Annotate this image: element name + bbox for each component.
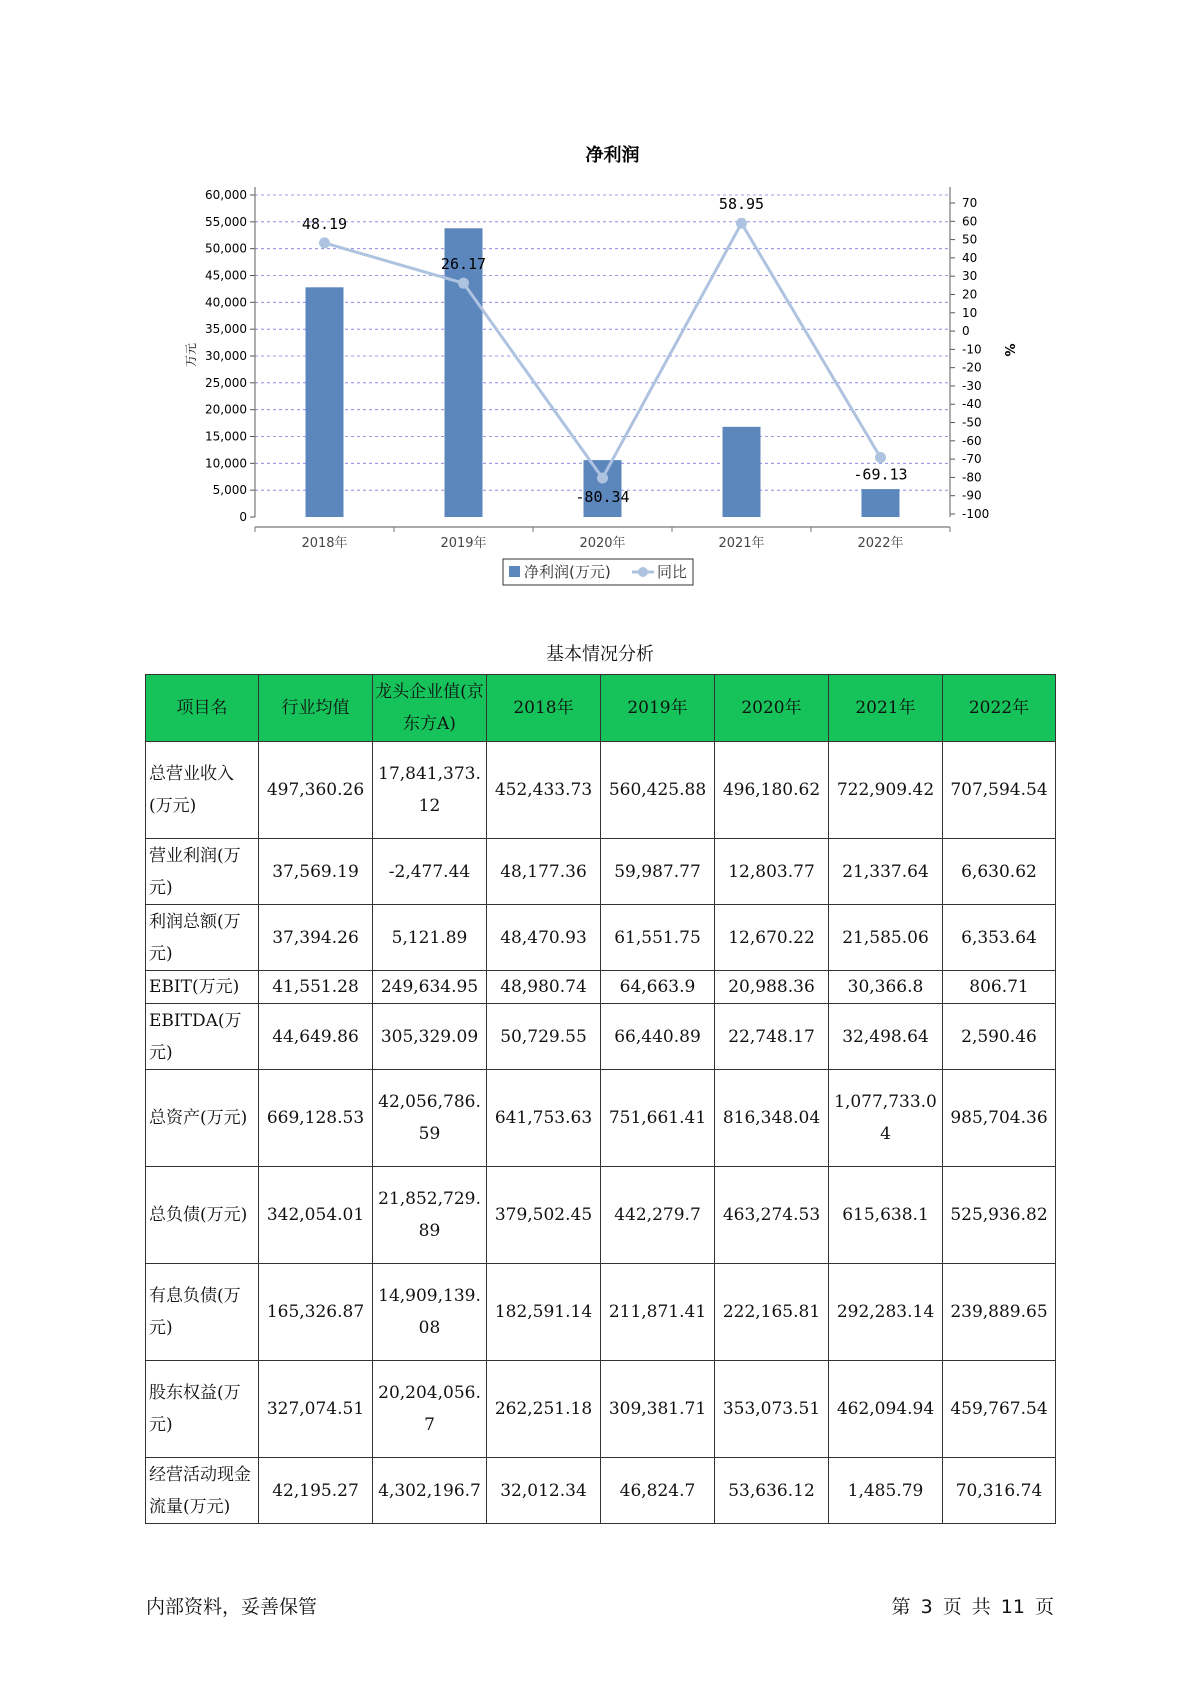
- yoy-point: [875, 452, 886, 463]
- footer-page-number: 第 3 页 共 11 页: [891, 1596, 1054, 1618]
- value-cell: 46,824.7: [601, 1458, 715, 1524]
- value-cell: 1,485.79: [829, 1458, 943, 1524]
- left-axis-tick-label: 5,000: [212, 483, 247, 498]
- table-row: [146, 1264, 1056, 1361]
- value-cell: 14,909,139.08: [373, 1264, 487, 1361]
- value-cell: 30,366.8: [829, 971, 943, 1004]
- right-axis-tick-label: 70: [962, 196, 978, 210]
- table-row: [146, 905, 1056, 971]
- value-cell: 342,054.01: [259, 1167, 373, 1264]
- right-axis-tick-label: 10: [962, 305, 978, 320]
- value-cell: 560,425.88: [601, 742, 715, 839]
- row-label-cell: EBITDA(万元): [146, 1004, 259, 1070]
- right-axis-tick-label: 40: [962, 250, 978, 265]
- value-cell: 21,337.64: [829, 839, 943, 905]
- table-row: [146, 1361, 1056, 1458]
- value-cell: 41,551.28: [259, 971, 373, 1004]
- left-axis-tick-label: 35,000: [205, 322, 247, 337]
- value-cell: 17,841,373.12: [373, 742, 487, 839]
- yoy-data-label: -69.13: [853, 465, 908, 484]
- header-cell: 行业均值: [259, 675, 373, 742]
- right-axis-tick-label: -90: [962, 488, 982, 503]
- value-cell: 42,195.27: [259, 1458, 373, 1524]
- value-cell: 442,279.7: [601, 1167, 715, 1264]
- left-axis-tick-label: 40,000: [205, 295, 247, 310]
- value-cell: 70,316.74: [943, 1458, 1056, 1524]
- net-profit-chart: [0, 0, 1191, 620]
- yoy-line: [325, 223, 881, 478]
- value-cell: 496,180.62: [715, 742, 829, 839]
- header-cell: 2021年: [829, 675, 943, 742]
- value-cell: 20,204,056.7: [373, 1361, 487, 1458]
- value-cell: 12,803.77: [715, 839, 829, 905]
- value-cell: 48,177.36: [487, 839, 601, 905]
- table-row: [146, 742, 1056, 839]
- value-cell: 32,498.64: [829, 1004, 943, 1070]
- value-cell: 64,663.9: [601, 971, 715, 1004]
- value-cell: 452,433.73: [487, 742, 601, 839]
- left-axis-title: 万元: [184, 342, 198, 368]
- right-axis-tick-label: -60: [962, 433, 982, 448]
- value-cell: 12,670.22: [715, 905, 829, 971]
- left-axis-tick-label: 0: [239, 510, 247, 524]
- value-cell: 463,274.53: [715, 1167, 829, 1264]
- value-cell: 44,649.86: [259, 1004, 373, 1070]
- right-axis-tick-label: 50: [962, 232, 978, 247]
- value-cell: 22,748.17: [715, 1004, 829, 1070]
- value-cell: 353,073.51: [715, 1361, 829, 1458]
- value-cell: 4,302,196.7: [373, 1458, 487, 1524]
- value-cell: -2,477.44: [373, 839, 487, 905]
- legend-line-label: 同比: [657, 563, 688, 581]
- right-axis-tick-label: -30: [962, 378, 982, 393]
- value-cell: 327,074.51: [259, 1361, 373, 1458]
- right-axis-tick-label: -50: [962, 415, 982, 430]
- value-cell: 5,121.89: [373, 905, 487, 971]
- value-cell: 50,729.55: [487, 1004, 601, 1070]
- legend-bar-swatch: [509, 566, 520, 577]
- value-cell: 20,988.36: [715, 971, 829, 1004]
- value-cell: 42,056,786.59: [373, 1070, 487, 1167]
- footer-confidential-note: 内部资料，妥善保管: [146, 1596, 318, 1618]
- table-row: [146, 971, 1056, 1004]
- right-axis-tick-label: -80: [962, 470, 982, 485]
- legend-bar-label: 净利润(万元): [524, 563, 611, 581]
- table-row: [146, 1070, 1056, 1167]
- x-axis-tick-label: 2021年: [718, 536, 765, 551]
- table-row: [146, 1167, 1056, 1264]
- value-cell: 459,767.54: [943, 1361, 1056, 1458]
- value-cell: 497,360.26: [259, 742, 373, 839]
- right-axis-title: %: [1001, 343, 1016, 357]
- value-cell: 462,094.94: [829, 1361, 943, 1458]
- yoy-point: [458, 278, 469, 289]
- value-cell: 21,852,729.89: [373, 1167, 487, 1264]
- x-axis-tick-label: 2019年: [440, 536, 487, 551]
- value-cell: 292,283.14: [829, 1264, 943, 1361]
- right-axis-tick-label: -40: [962, 397, 982, 412]
- legend-line-marker: [638, 567, 648, 577]
- left-axis-tick-label: 30,000: [205, 349, 247, 363]
- yoy-point: [597, 473, 608, 484]
- value-cell: 816,348.04: [715, 1070, 829, 1167]
- value-cell: 722,909.42: [829, 742, 943, 839]
- yoy-data-label: 26.17: [440, 255, 487, 274]
- table-row: [146, 1458, 1056, 1524]
- value-cell: 525,936.82: [943, 1167, 1056, 1264]
- value-cell: 165,326.87: [259, 1264, 373, 1361]
- value-cell: 2,590.46: [943, 1004, 1056, 1070]
- right-axis-tick-label: -20: [962, 360, 982, 375]
- header-cell: 2018年: [487, 675, 601, 742]
- x-axis-tick-label: 2020年: [579, 536, 626, 551]
- right-axis-tick-label: -70: [962, 452, 982, 467]
- left-axis-tick-label: 15,000: [205, 429, 247, 444]
- right-axis-tick-label: 60: [962, 214, 978, 229]
- value-cell: 61,551.75: [601, 905, 715, 971]
- value-cell: 751,661.41: [601, 1070, 715, 1167]
- value-cell: 669,128.53: [259, 1070, 373, 1167]
- value-cell: 6,630.62: [943, 839, 1056, 905]
- value-cell: 21,585.06: [829, 905, 943, 971]
- value-cell: 6,353.64: [943, 905, 1056, 971]
- yoy-data-label: -80.34: [575, 488, 630, 507]
- left-axis-tick-label: 55,000: [205, 214, 247, 229]
- row-label-cell: 股东权益(万元): [146, 1361, 259, 1458]
- value-cell: 66,440.89: [601, 1004, 715, 1070]
- chart-canvas: [0, 0, 1191, 620]
- value-cell: 262,251.18: [487, 1361, 601, 1458]
- net-profit-bar: [723, 427, 761, 517]
- x-axis-tick-label: 2018年: [301, 536, 348, 551]
- value-cell: 59,987.77: [601, 839, 715, 905]
- row-label-cell: 营业利润(万元): [146, 839, 259, 905]
- value-cell: 309,381.71: [601, 1361, 715, 1458]
- value-cell: 707,594.54: [943, 742, 1056, 839]
- table-row: [146, 839, 1056, 905]
- header-cell: 2020年: [715, 675, 829, 742]
- net-profit-bar: [306, 287, 344, 517]
- right-axis-tick-label: -10: [962, 342, 982, 357]
- yoy-data-label: 48.19: [301, 214, 348, 233]
- value-cell: 53,636.12: [715, 1458, 829, 1524]
- value-cell: 211,871.41: [601, 1264, 715, 1361]
- header-cell: 龙头企业值(京东方A): [373, 675, 487, 742]
- value-cell: 48,470.93: [487, 905, 601, 971]
- value-cell: 806.71: [943, 971, 1056, 1004]
- header-cell: 项目名: [146, 675, 259, 742]
- value-cell: 985,704.36: [943, 1070, 1056, 1167]
- value-cell: 32,012.34: [487, 1458, 601, 1524]
- left-axis-tick-label: 50,000: [205, 241, 247, 256]
- left-axis-tick-label: 25,000: [205, 375, 247, 390]
- row-label-cell: 有息负债(万元): [146, 1264, 259, 1361]
- chart-title: 净利润: [585, 145, 640, 166]
- right-axis-tick-label: 30: [962, 269, 978, 284]
- basic-analysis-table: [145, 674, 1056, 1524]
- right-axis-tick-label: -100: [962, 507, 990, 521]
- header-cell: 2019年: [601, 675, 715, 742]
- value-cell: 641,753.63: [487, 1070, 601, 1167]
- value-cell: 37,394.26: [259, 905, 373, 971]
- table-row: [146, 1004, 1056, 1070]
- value-cell: 379,502.45: [487, 1167, 601, 1264]
- right-axis-tick-label: 0: [962, 324, 970, 339]
- row-label-cell: 经营活动现金流量(万元): [146, 1458, 259, 1524]
- right-axis-tick-label: 20: [962, 287, 978, 302]
- value-cell: 37,569.19: [259, 839, 373, 905]
- x-axis-tick-label: 2022年: [857, 536, 904, 551]
- table-caption: 基本情况分析: [546, 644, 654, 665]
- header-cell: 2022年: [943, 675, 1056, 742]
- left-axis-tick-label: 10,000: [205, 456, 247, 471]
- value-cell: 222,165.81: [715, 1264, 829, 1361]
- row-label-cell: 总负债(万元): [146, 1167, 259, 1264]
- left-axis-tick-label: 20,000: [205, 402, 247, 417]
- value-cell: 615,638.1: [829, 1167, 943, 1264]
- left-axis-tick-label: 60,000: [205, 188, 247, 202]
- table-header-row: [146, 675, 1056, 742]
- value-cell: 182,591.14: [487, 1264, 601, 1361]
- row-label-cell: 总资产(万元): [146, 1070, 259, 1167]
- row-label-cell: 利润总额(万元): [146, 905, 259, 971]
- value-cell: 239,889.65: [943, 1264, 1056, 1361]
- value-cell: 305,329.09: [373, 1004, 487, 1070]
- yoy-data-label: 58.95: [718, 195, 765, 214]
- yoy-point: [736, 218, 747, 229]
- table-body: [146, 742, 1056, 1524]
- net-profit-bar: [862, 489, 900, 517]
- row-label-cell: EBIT(万元): [146, 971, 259, 1004]
- value-cell: 249,634.95: [373, 971, 487, 1004]
- yoy-point: [319, 237, 330, 248]
- left-axis-tick-label: 45,000: [205, 268, 247, 283]
- value-cell: 48,980.74: [487, 971, 601, 1004]
- row-label-cell: 总营业收入(万元): [146, 742, 259, 839]
- value-cell: 1,077,733.04: [829, 1070, 943, 1167]
